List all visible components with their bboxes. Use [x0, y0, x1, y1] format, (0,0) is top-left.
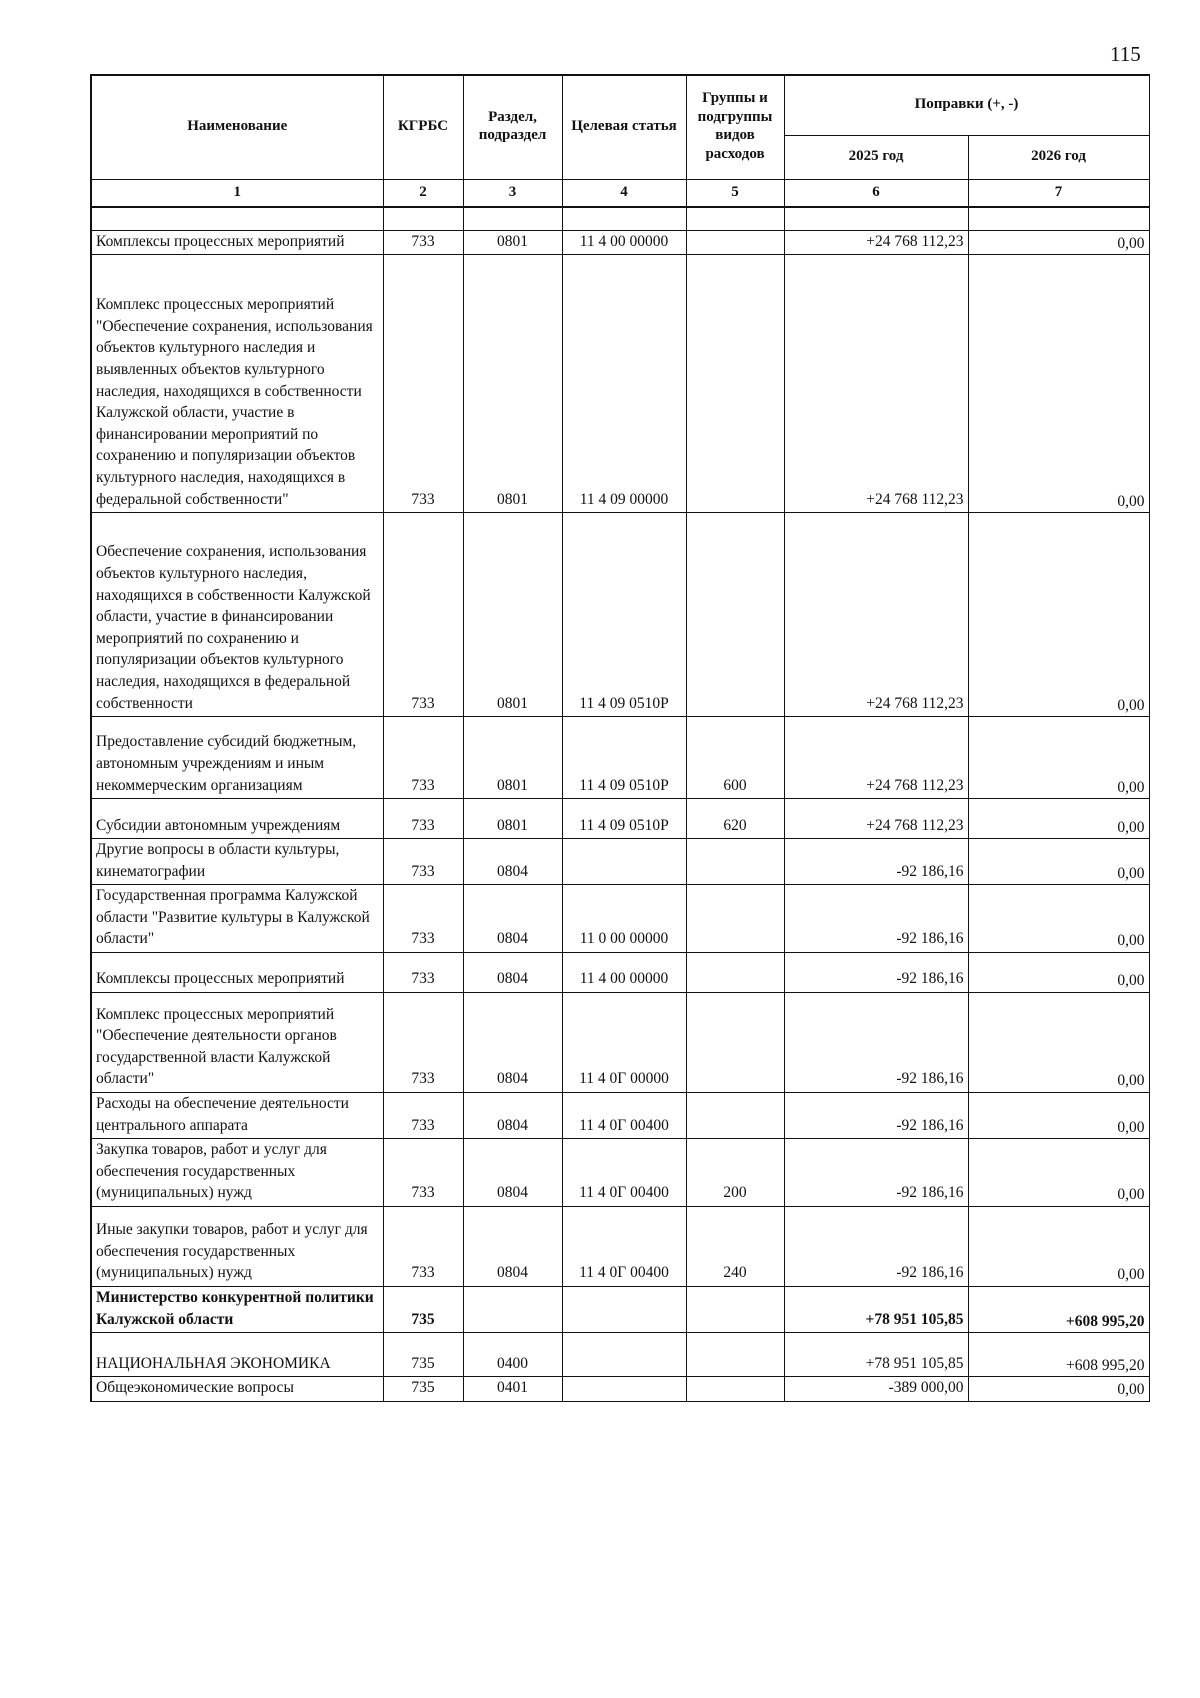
- table-row: [91, 255, 1149, 513]
- cell-vid: [686, 1093, 784, 1139]
- cell-statya: 11 4 09 00000: [562, 255, 686, 513]
- budget-table: [90, 74, 1150, 1402]
- header-kgrbs: КГРБС: [383, 75, 463, 179]
- cell-name: Иные закупки товаров, работ и услуг для обеспечения государственных (муниципальных) нужд: [91, 1207, 383, 1287]
- cell-razdel: 0801: [463, 513, 562, 717]
- header-name: Наименование: [91, 75, 383, 179]
- cell-amount-2026: 0,00: [968, 885, 1149, 953]
- cell-amount-2025: +78 951 105,85: [784, 1333, 968, 1377]
- cell-kgrbs: 733: [383, 1207, 463, 1287]
- header-popravki: Поправки (+, -): [784, 75, 1149, 135]
- cell-razdel: 0804: [463, 1139, 562, 1207]
- cell-statya: 11 4 09 0510Р: [562, 799, 686, 839]
- spacer-cell: [562, 207, 686, 231]
- page-number: 115: [1110, 42, 1141, 66]
- cell-razdel: 0801: [463, 255, 562, 513]
- cell-name: Другие вопросы в области культуры, кинематографии: [91, 839, 383, 885]
- table-row: [91, 1207, 1149, 1287]
- cell-statya: [562, 1377, 686, 1402]
- cell-amount-2025: -92 186,16: [784, 839, 968, 885]
- table-row: [91, 230, 1149, 255]
- cell-statya: 11 4 09 0510Р: [562, 717, 686, 799]
- cell-vid: [686, 839, 784, 885]
- cell-name: Государственная программа Калужской области "Развитие культуры в Калужской области": [91, 885, 383, 953]
- cell-amount-2026: 0,00: [968, 993, 1149, 1093]
- cell-amount-2026: +608 995,20: [968, 1333, 1149, 1377]
- cell-vid: [686, 993, 784, 1093]
- cell-razdel: [463, 1287, 562, 1333]
- cell-amount-2025: +24 768 112,23: [784, 255, 968, 513]
- cell-amount-2025: +24 768 112,23: [784, 799, 968, 839]
- cell-kgrbs: 733: [383, 885, 463, 953]
- table-row: [91, 993, 1149, 1093]
- cell-name: Комплексы процессных мероприятий: [91, 230, 383, 255]
- cell-amount-2025: -92 186,16: [784, 1139, 968, 1207]
- table-row: [91, 1287, 1149, 1333]
- cell-vid: [686, 255, 784, 513]
- cell-statya: 11 4 0Г 00000: [562, 993, 686, 1093]
- cell-kgrbs: 735: [383, 1287, 463, 1333]
- cell-kgrbs: 733: [383, 1093, 463, 1139]
- cell-kgrbs: 733: [383, 513, 463, 717]
- cell-statya: 11 4 0Г 00400: [562, 1139, 686, 1207]
- spacer-cell: [463, 207, 562, 231]
- cell-vid: [686, 230, 784, 255]
- cell-amount-2025: -92 186,16: [784, 885, 968, 953]
- cell-vid: [686, 513, 784, 717]
- header-razdel: Раздел, подраздел: [463, 75, 562, 179]
- budget-table-container: [90, 74, 1148, 1402]
- cell-vid: [686, 1377, 784, 1402]
- cell-amount-2025: +24 768 112,23: [784, 230, 968, 255]
- cell-vid: 600: [686, 717, 784, 799]
- cell-statya: 11 0 00 00000: [562, 885, 686, 953]
- cell-razdel: 0804: [463, 993, 562, 1093]
- cell-amount-2026: 0,00: [968, 799, 1149, 839]
- cell-razdel: 0804: [463, 839, 562, 885]
- cell-name: Министерство конкурентной политики Калужской области: [91, 1287, 383, 1333]
- column-number: 4: [562, 179, 686, 207]
- cell-kgrbs: 733: [383, 953, 463, 993]
- header-vid: Группы и подгруппы видов расходов: [686, 75, 784, 179]
- cell-name: Обеспечение сохранения, использования объектов культурного наследия, находящихся в собственности Калужской области, участие в финансировании мероприятий по сохранению и популяризации объектов культурного наследия, находящихся в федеральной собственности: [91, 513, 383, 717]
- column-number: 5: [686, 179, 784, 207]
- cell-name: НАЦИОНАЛЬНАЯ ЭКОНОМИКА: [91, 1333, 383, 1377]
- table-row: [91, 1333, 1149, 1377]
- cell-statya: 11 4 00 00000: [562, 953, 686, 993]
- table-row: [91, 1139, 1149, 1207]
- table-row: [91, 953, 1149, 993]
- cell-razdel: 0801: [463, 799, 562, 839]
- cell-name: Общеэкономические вопросы: [91, 1377, 383, 1402]
- cell-razdel: 0801: [463, 717, 562, 799]
- cell-kgrbs: 735: [383, 1377, 463, 1402]
- cell-vid: 240: [686, 1207, 784, 1287]
- cell-name: Комплекс процессных мероприятий "Обеспечение сохранения, использования объектов культурного наследия и выявленных объектов культурного наследия, находящихся в собственности Калужской области, участие в финансировании мероприятий по сохранению и популяризации объектов культурного наследия, находящихся в федеральной собственности": [91, 255, 383, 513]
- column-number: 7: [968, 179, 1149, 207]
- cell-vid: [686, 1333, 784, 1377]
- cell-statya: [562, 1333, 686, 1377]
- cell-amount-2025: +78 951 105,85: [784, 1287, 968, 1333]
- cell-amount-2026: 0,00: [968, 839, 1149, 885]
- cell-amount-2025: -389 000,00: [784, 1377, 968, 1402]
- cell-amount-2026: +608 995,20: [968, 1287, 1149, 1333]
- cell-statya: 11 4 09 0510Р: [562, 513, 686, 717]
- cell-amount-2026: 0,00: [968, 255, 1149, 513]
- cell-kgrbs: 735: [383, 1333, 463, 1377]
- cell-razdel: 0804: [463, 1207, 562, 1287]
- cell-name: Комплекс процессных мероприятий "Обеспечение деятельности органов государственной власти Калужской области": [91, 993, 383, 1093]
- column-number: 1: [91, 179, 383, 207]
- table-row: [91, 839, 1149, 885]
- spacer-cell: [91, 207, 383, 231]
- cell-statya: [562, 1287, 686, 1333]
- cell-vid: [686, 1287, 784, 1333]
- spacer-cell: [383, 207, 463, 231]
- column-numbers-row: [91, 179, 1149, 207]
- cell-kgrbs: 733: [383, 717, 463, 799]
- cell-amount-2026: 0,00: [968, 1139, 1149, 1207]
- cell-amount-2025: -92 186,16: [784, 1093, 968, 1139]
- header-year-2026: 2026 год: [968, 135, 1149, 179]
- column-number: 3: [463, 179, 562, 207]
- cell-name: Комплексы процессных мероприятий: [91, 953, 383, 993]
- cell-kgrbs: 733: [383, 839, 463, 885]
- cell-amount-2026: 0,00: [968, 1207, 1149, 1287]
- spacer-cell: [968, 207, 1149, 231]
- cell-kgrbs: 733: [383, 799, 463, 839]
- cell-amount-2026: 0,00: [968, 953, 1149, 993]
- header-year-2025: 2025 год: [784, 135, 968, 179]
- cell-razdel: 0804: [463, 953, 562, 993]
- header-spacer-row: [91, 207, 1149, 231]
- table-row: [91, 799, 1149, 839]
- cell-razdel: 0804: [463, 1093, 562, 1139]
- cell-name: Расходы на обеспечение деятельности центрального аппарата: [91, 1093, 383, 1139]
- table-row: [91, 885, 1149, 953]
- spacer-cell: [686, 207, 784, 231]
- cell-amount-2025: +24 768 112,23: [784, 513, 968, 717]
- table-row: [91, 717, 1149, 799]
- cell-amount-2025: +24 768 112,23: [784, 717, 968, 799]
- cell-kgrbs: 733: [383, 1139, 463, 1207]
- table-row: [91, 1093, 1149, 1139]
- cell-razdel: 0801: [463, 230, 562, 255]
- table-row: [91, 1377, 1149, 1402]
- cell-statya: 11 4 0Г 00400: [562, 1093, 686, 1139]
- cell-amount-2026: 0,00: [968, 230, 1149, 255]
- cell-vid: 200: [686, 1139, 784, 1207]
- table-row: [91, 513, 1149, 717]
- cell-vid: 620: [686, 799, 784, 839]
- cell-vid: [686, 885, 784, 953]
- header-statya: Целевая статья: [562, 75, 686, 179]
- cell-amount-2026: 0,00: [968, 513, 1149, 717]
- cell-amount-2025: -92 186,16: [784, 1207, 968, 1287]
- cell-name: Предоставление субсидий бюджетным, автономным учреждениям и иным некоммерческим организациям: [91, 717, 383, 799]
- cell-kgrbs: 733: [383, 255, 463, 513]
- cell-amount-2026: 0,00: [968, 1377, 1149, 1402]
- cell-name: Закупка товаров, работ и услуг для обеспечения государственных (муниципальных) нужд: [91, 1139, 383, 1207]
- cell-name: Субсидии автономным учреждениям: [91, 799, 383, 839]
- cell-amount-2026: 0,00: [968, 717, 1149, 799]
- cell-razdel: 0401: [463, 1377, 562, 1402]
- cell-vid: [686, 953, 784, 993]
- cell-kgrbs: 733: [383, 230, 463, 255]
- cell-amount-2025: -92 186,16: [784, 993, 968, 1093]
- spacer-cell: [784, 207, 968, 231]
- cell-statya: 11 4 0Г 00400: [562, 1207, 686, 1287]
- column-number: 6: [784, 179, 968, 207]
- cell-statya: [562, 839, 686, 885]
- cell-razdel: 0400: [463, 1333, 562, 1377]
- column-number: 2: [383, 179, 463, 207]
- cell-razdel: 0804: [463, 885, 562, 953]
- cell-statya: 11 4 00 00000: [562, 230, 686, 255]
- cell-kgrbs: 733: [383, 993, 463, 1093]
- cell-amount-2026: 0,00: [968, 1093, 1149, 1139]
- cell-amount-2025: -92 186,16: [784, 953, 968, 993]
